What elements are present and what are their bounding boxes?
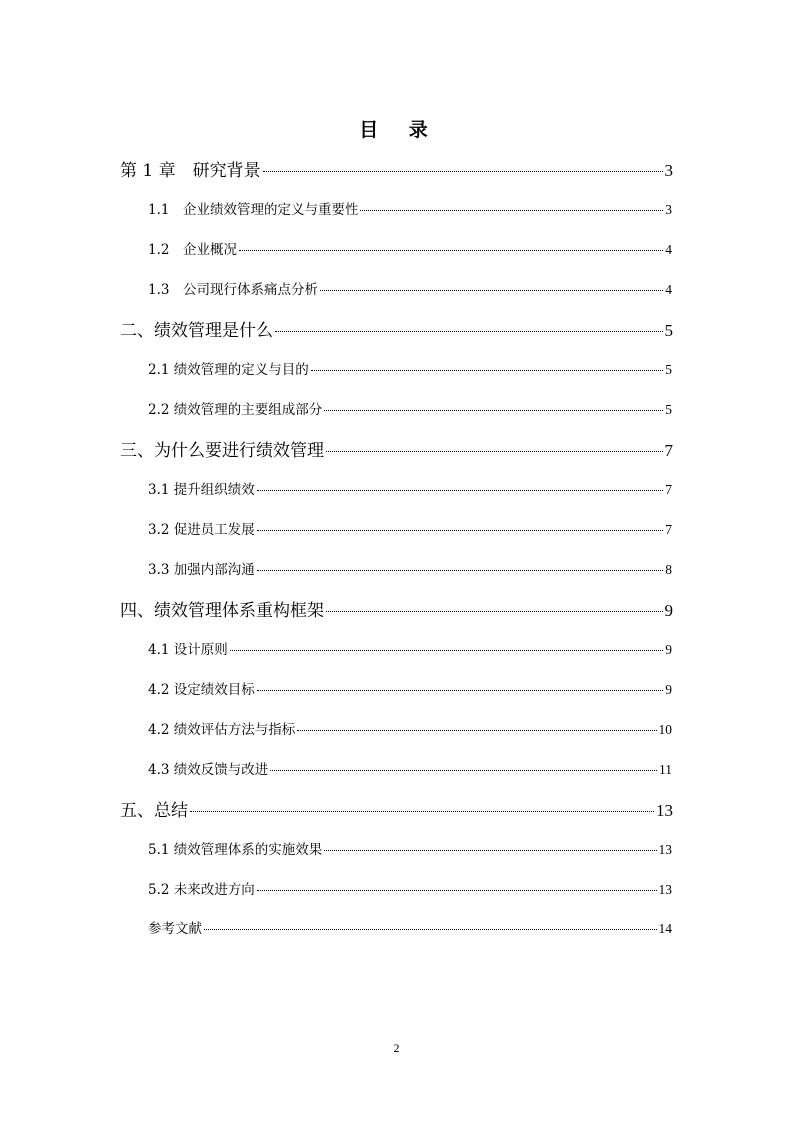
toc-entry-page: 5 — [665, 402, 672, 417]
toc-entry-page: 5 — [664, 321, 673, 340]
dot-leader — [360, 209, 663, 211]
toc-entry-label: 1.1 企业绩效管理的定义与重要性 — [148, 202, 359, 218]
toc-entry-page: 13 — [658, 842, 672, 857]
toc-entry-chapter-3[interactable] — [120, 436, 673, 461]
dot-leader — [324, 409, 663, 411]
toc-entry-label: 4.2 绩效评估方法与指标 — [148, 722, 296, 738]
dot-leader — [257, 529, 663, 531]
dot-leader — [257, 489, 663, 491]
dot-leader — [257, 889, 657, 891]
toc-entry-section-4-2-goals[interactable] — [148, 678, 672, 698]
toc-entry-page: 14 — [658, 921, 672, 936]
toc-entry-section-3-1[interactable] — [148, 478, 672, 498]
toc-entry-page: 13 — [656, 801, 673, 820]
toc-entry-label: 5.1 绩效管理体系的实施效果 — [148, 842, 323, 858]
dot-leader — [326, 450, 663, 452]
toc-entry-label: 第 1 章 研究背景 — [120, 161, 261, 181]
toc-entry-page: 10 — [658, 722, 672, 737]
toc-entry-page: 4 — [665, 242, 672, 257]
toc-entry-label: 参考文献 — [148, 921, 202, 937]
toc-entry-references[interactable] — [148, 917, 672, 937]
toc-entry-page: 3 — [664, 161, 673, 180]
toc-entry-label: 2.1 绩效管理的定义与目的 — [148, 362, 309, 378]
toc-entry-page: 9 — [665, 642, 672, 657]
dot-leader — [311, 369, 663, 371]
dot-leader — [297, 729, 656, 731]
toc-entry-section-2-2[interactable] — [148, 398, 672, 418]
dot-leader — [326, 610, 663, 612]
toc-entry-label: 4.2 设定绩效目标 — [148, 682, 255, 698]
toc-entry-label: 三、为什么要进行绩效管理 — [120, 441, 324, 461]
toc-entry-section-1-1[interactable] — [148, 198, 672, 218]
page-number: 2 — [393, 1041, 400, 1055]
toc-entry-label: 2.2 绩效管理的主要组成部分 — [148, 402, 323, 418]
dot-leader — [270, 769, 657, 771]
toc-entry-label: 5.2 未来改进方向 — [148, 882, 255, 898]
toc-entry-page: 4 — [665, 282, 672, 297]
dot-leader — [275, 330, 663, 332]
toc-entry-page: 7 — [665, 482, 672, 497]
toc-entry-section-4-1[interactable] — [148, 638, 672, 658]
toc-entry-label: 五、总结 — [120, 801, 188, 821]
dot-leader — [204, 928, 657, 930]
toc-entry-label: 4.3 绩效反馈与改进 — [148, 762, 269, 778]
toc-entry-section-3-2[interactable] — [148, 518, 672, 538]
dot-leader — [257, 569, 663, 571]
toc-entry-section-1-3[interactable] — [148, 278, 672, 298]
dot-leader — [257, 689, 663, 691]
toc-entry-chapter-4[interactable] — [120, 596, 673, 621]
toc-entry-section-4-2-evaluation[interactable] — [148, 718, 672, 738]
toc-entry-label: 1.2 企业概况 — [148, 242, 237, 258]
toc-entry-section-2-1[interactable] — [148, 358, 672, 378]
toc-entry-label: 3.3 加强内部沟通 — [148, 562, 255, 578]
toc-entry-section-4-3[interactable] — [148, 758, 672, 778]
toc-entry-page: 3 — [665, 202, 672, 217]
toc-entry-page: 8 — [665, 562, 672, 577]
dot-leader — [230, 649, 663, 651]
toc-entry-section-5-1[interactable] — [148, 838, 672, 858]
dot-leader — [263, 170, 663, 172]
toc-entry-page: 7 — [664, 441, 673, 460]
dot-leader — [190, 810, 654, 812]
dot-leader — [320, 289, 663, 291]
toc-entry-page: 9 — [665, 682, 672, 697]
toc-entry-chapter-1[interactable] — [120, 156, 673, 181]
toc-entry-label: 1.3 公司现行体系痛点分析 — [148, 282, 318, 298]
toc-entry-chapter-5[interactable] — [120, 796, 673, 821]
toc-entry-label: 4.1 设计原则 — [148, 642, 228, 658]
toc-entry-page: 5 — [665, 362, 672, 377]
toc-title: 目 录 — [359, 119, 440, 141]
toc-entry-section-1-2[interactable] — [148, 238, 672, 258]
toc-entry-label: 四、绩效管理体系重构框架 — [120, 601, 324, 621]
toc-entry-page: 13 — [658, 882, 672, 897]
toc-entry-label: 3.2 促进员工发展 — [148, 522, 255, 538]
toc-entry-section-3-3[interactable] — [148, 558, 672, 578]
toc-entry-page: 7 — [665, 522, 672, 537]
dot-leader — [239, 249, 663, 251]
toc-entry-chapter-2[interactable] — [120, 316, 673, 341]
toc-entry-label: 3.1 提升组织绩效 — [148, 482, 255, 498]
toc-entry-page: 9 — [664, 601, 673, 620]
dot-leader — [324, 849, 656, 851]
toc-entry-page: 11 — [659, 762, 672, 777]
toc-entry-label: 二、绩效管理是什么 — [120, 321, 273, 341]
toc-entry-section-5-2[interactable] — [148, 878, 672, 898]
